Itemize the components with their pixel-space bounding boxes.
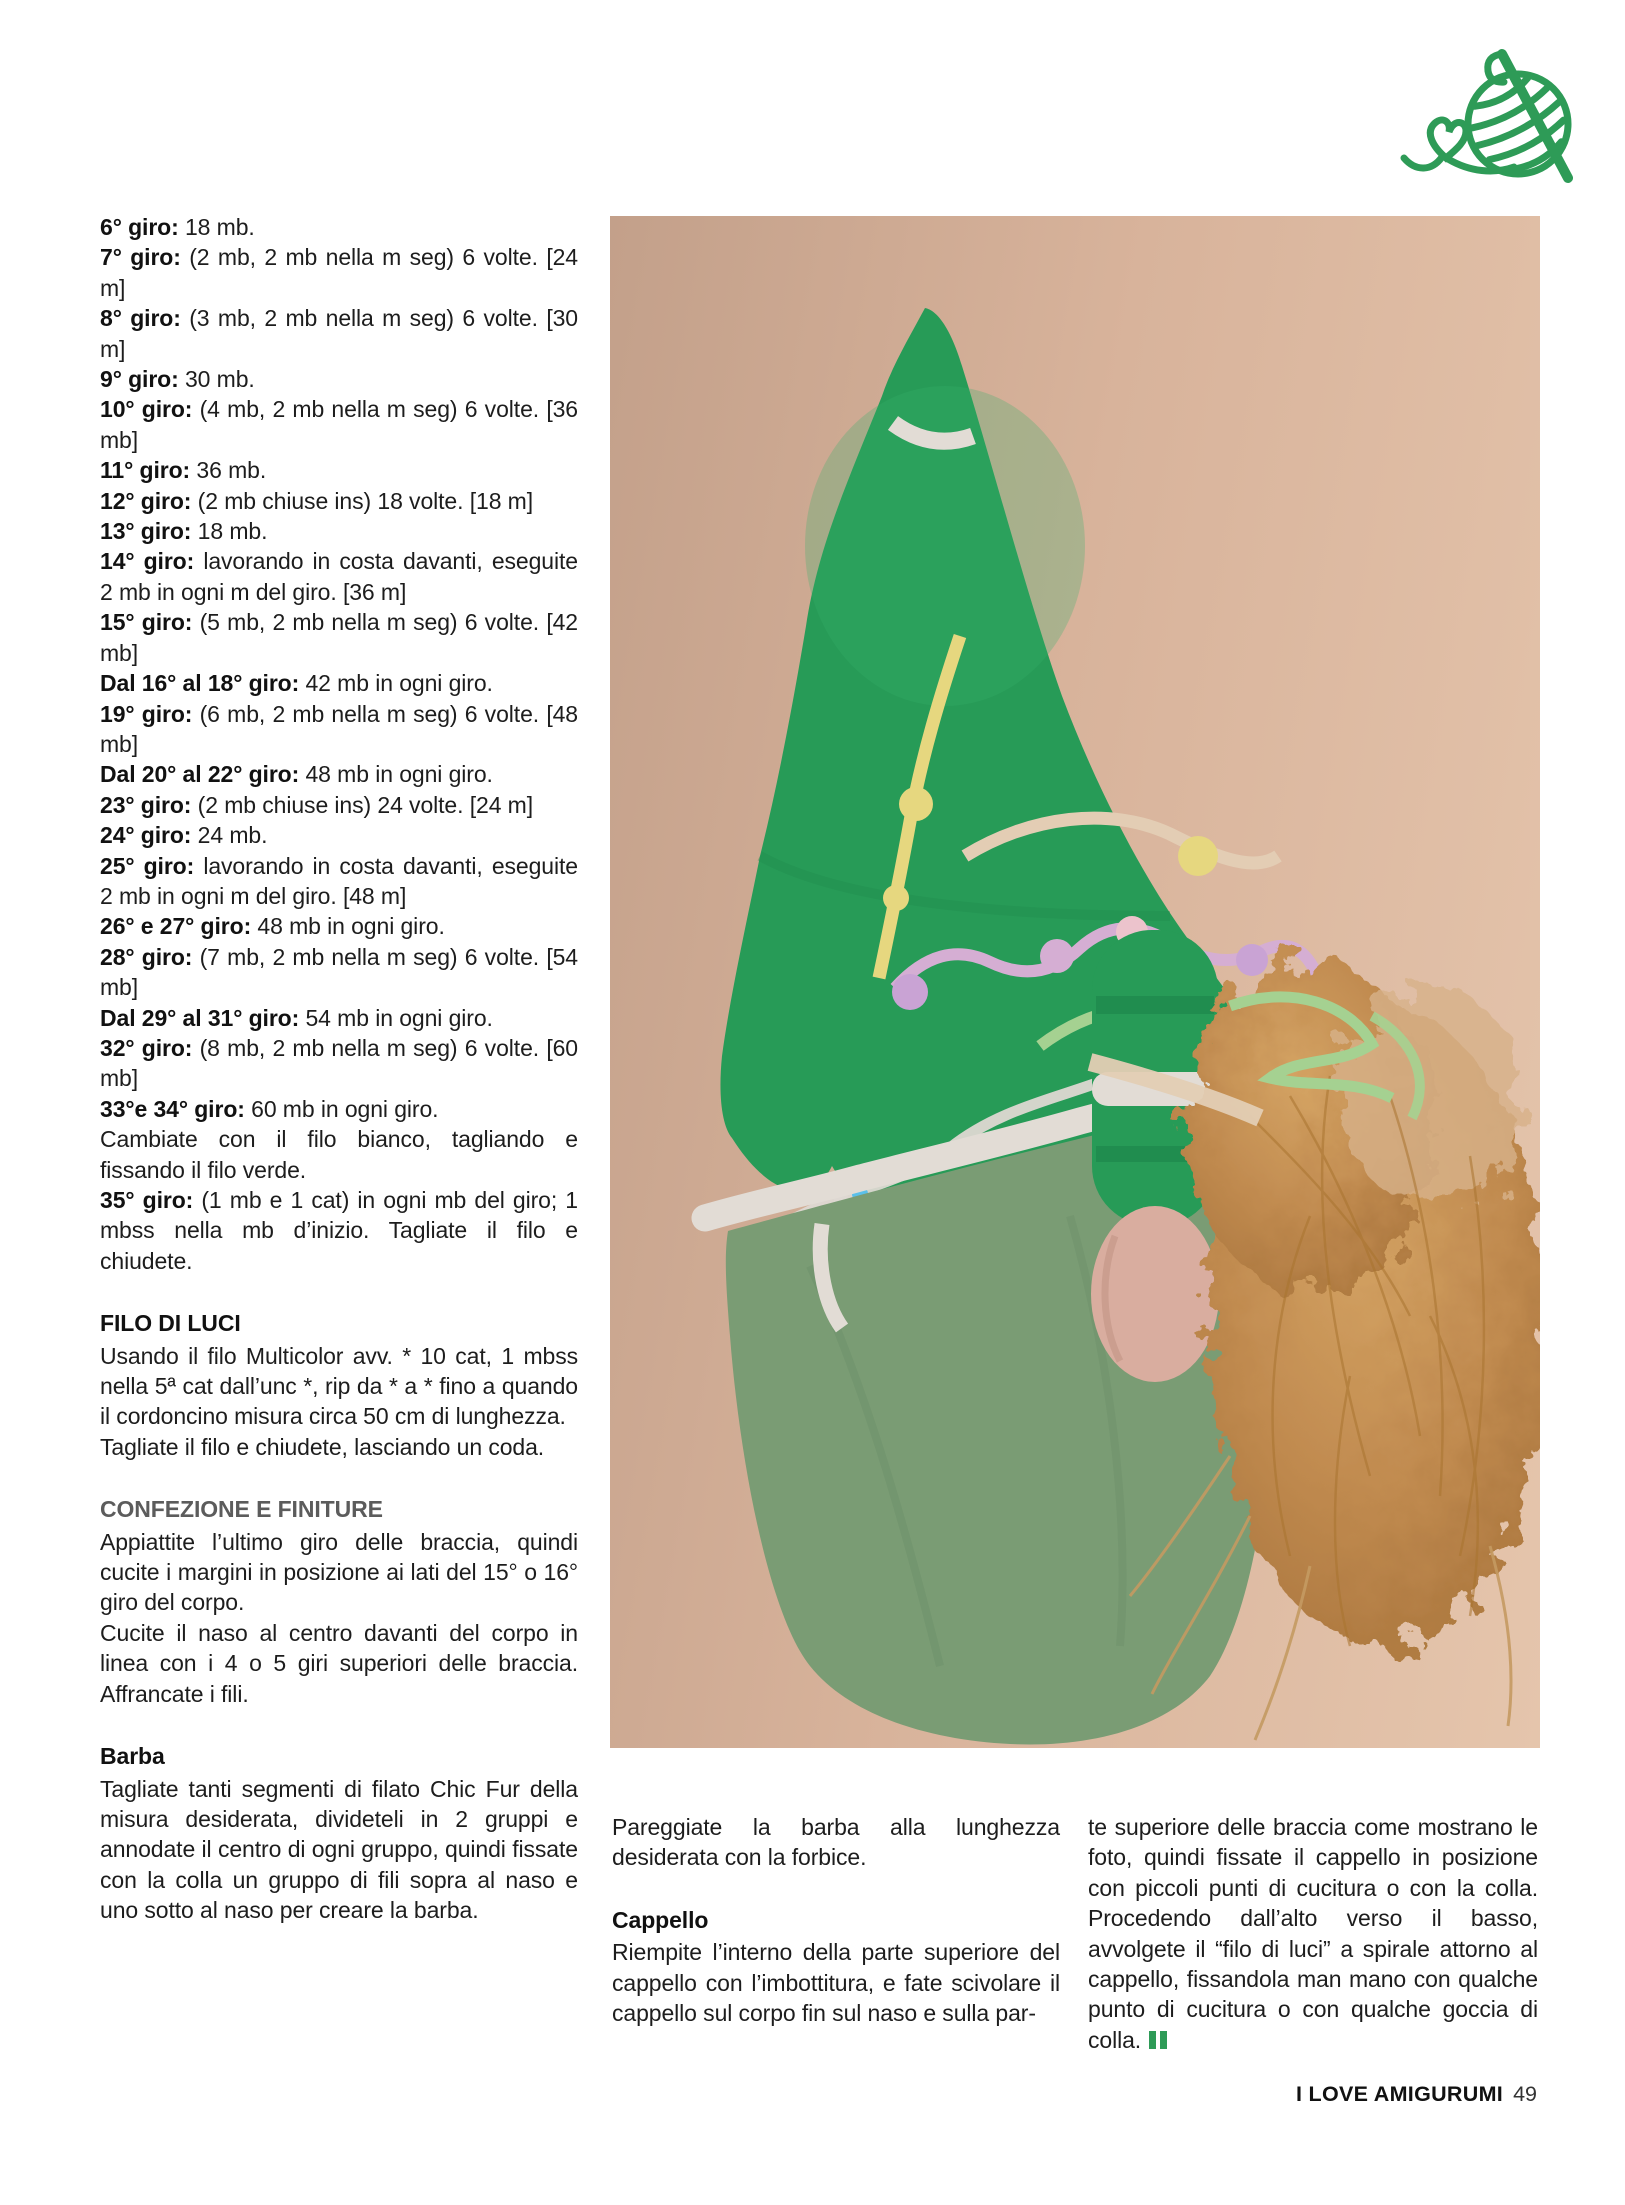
round-text: lavorando in costa davanti, eseguite 2 mb in ogni m del giro. [36 m] bbox=[100, 548, 578, 605]
round-text: (1 mb e 1 cat) in ogni mb del giro; 1 mbss nella mb d’inizio. Tagliate il filo e chiudete. bbox=[100, 1187, 578, 1274]
round-label: Dal 16° al 18° giro: bbox=[100, 670, 300, 697]
paragraph: Pareggiate la barba alla lunghezza desiderata con la forbice. bbox=[612, 1814, 1060, 1871]
round-text: (7 mb, 2 mb nella m seg) 6 volte. [54 mb] bbox=[100, 943, 579, 1001]
round-text: (6 mb, 2 mb nella m seg) 6 volte. [48 mb] bbox=[100, 700, 579, 757]
gnome-hand-shape bbox=[1091, 1206, 1219, 1382]
round-label: 33°e 34° giro: bbox=[100, 1095, 245, 1122]
amigurumi-gnome-photo bbox=[610, 216, 1540, 1748]
pattern-round bbox=[100, 1185, 578, 1276]
round-text: (8 mb, 2 mb nella m seg) 6 volte. [60 mb] bbox=[100, 1034, 579, 1092]
section-heading-cappello: Cappello bbox=[612, 1906, 709, 1933]
pattern-round bbox=[100, 303, 578, 364]
paragraph bbox=[1088, 1812, 1538, 2056]
yarn-tail-left bbox=[1404, 157, 1442, 168]
paragraph: Riempite l’interno della parte superiore del cappello con l’imbottitura, e fate scivolare il cappello sul corpo fin sul naso e sulla par- bbox=[612, 1939, 1060, 2027]
section-heading-confezione: CONFEZIONE E FINITURE bbox=[100, 1496, 383, 1523]
pattern-note bbox=[100, 1124, 578, 1185]
round-text: 24 mb. bbox=[191, 822, 268, 849]
pattern-instructions-column bbox=[100, 212, 578, 1926]
pattern-round bbox=[100, 1033, 578, 1094]
round-label: 25° giro: bbox=[100, 852, 195, 879]
round-label: 10° giro: bbox=[100, 396, 193, 423]
round-label: 24° giro: bbox=[100, 822, 192, 849]
round-label: 13° giro: bbox=[100, 518, 192, 545]
round-text: 48 mb in ogni giro. bbox=[251, 913, 445, 940]
round-text: lavorando in costa davanti, eseguite 2 mb in ogni m del giro. [48 m] bbox=[100, 852, 578, 909]
pattern-round bbox=[100, 607, 578, 668]
round-text: 36 mb. bbox=[190, 457, 267, 484]
round-text: (5 mb, 2 mb nella m seg) 6 volte. [42 mb] bbox=[100, 609, 579, 666]
round-label: 19° giro: bbox=[100, 700, 193, 727]
end-of-article-icon bbox=[1149, 2026, 1167, 2056]
pattern-round bbox=[100, 1094, 578, 1124]
paragraph: Tagliate il filo e chiudete, lasciando un coda. bbox=[100, 1433, 545, 1460]
round-text: 48 mb in ogni giro. bbox=[299, 761, 493, 788]
magazine-name: I LOVE AMIGURUMI bbox=[1296, 2082, 1504, 2106]
pattern-round bbox=[100, 699, 578, 760]
garland-yellow-flower bbox=[1178, 836, 1218, 876]
round-label: 8° giro: bbox=[100, 305, 181, 332]
round-label: 32° giro: bbox=[100, 1034, 193, 1061]
round-text: 60 mb in ogni giro. bbox=[244, 1095, 439, 1122]
round-label: 26° e 27° giro: bbox=[100, 913, 252, 940]
round-text: 42 mb in ogni giro. bbox=[299, 670, 493, 697]
pattern-round bbox=[100, 364, 578, 394]
yarn-ball-crochet-hook-icon bbox=[1398, 40, 1590, 198]
pattern-round bbox=[100, 820, 578, 850]
pattern-round bbox=[100, 942, 578, 1003]
round-text: (4 mb, 2 mb nella m seg) 6 volte. [36 mb] bbox=[100, 396, 579, 453]
paragraph: Usando il filo Multicolor avv. * 10 cat, 1 mbss nella 5ª cat dall’unc *, rip da * a * fino a quando il cordoncino misura circa 50 cm di lunghezza. bbox=[100, 1342, 578, 1430]
section-heading-barba: Barba bbox=[100, 1743, 165, 1770]
magazine-logo bbox=[1398, 40, 1590, 198]
page-footer bbox=[1296, 2082, 1537, 2107]
heart-icon bbox=[1430, 120, 1466, 158]
section-heading-filo-di-luci: FILO DI LUCI bbox=[100, 1310, 241, 1337]
pattern-round bbox=[100, 455, 578, 485]
pattern-round bbox=[100, 790, 578, 820]
pattern-round bbox=[100, 394, 578, 455]
round-text: (3 mb, 2 mb nella m seg) 6 volte. [30 m] bbox=[100, 305, 578, 362]
round-label: 12° giro: bbox=[100, 487, 192, 514]
garland-lavender-flower bbox=[892, 974, 928, 1010]
round-text: 18 mb. bbox=[178, 214, 255, 240]
pattern-round bbox=[100, 516, 578, 546]
arm-stripe bbox=[1096, 996, 1214, 1014]
round-label: 9° giro: bbox=[100, 366, 179, 393]
round-text: 54 mb in ogni giro. bbox=[299, 1004, 493, 1031]
garland-pink-flower bbox=[1040, 939, 1074, 973]
bottom-middle-column bbox=[612, 1812, 1060, 2028]
pattern-round bbox=[100, 212, 578, 242]
page-number: 49 bbox=[1513, 2082, 1537, 2106]
round-label: 6° giro: bbox=[100, 214, 179, 240]
round-label: 23° giro: bbox=[100, 791, 192, 818]
gnome-illustration bbox=[610, 216, 1540, 1748]
round-label: 35° giro: bbox=[100, 1187, 194, 1213]
pattern-round bbox=[100, 668, 578, 698]
garland-yellow-flower bbox=[899, 787, 933, 821]
round-label: 7° giro: bbox=[100, 244, 181, 271]
pattern-round bbox=[100, 242, 578, 303]
round-label: 11° giro: bbox=[100, 457, 191, 484]
round-text: (2 mb, 2 mb nella m seg) 6 volte. [24 m] bbox=[100, 244, 578, 301]
paragraph: Tagliate tanti segmenti di filato Chic Fur della misura desiderata, divideteli in 2 gruppi e annodate il centro di ogni gruppo, quindi fissate con la colla un gruppo di fili sopra al naso e uno sotto al naso per creare la barba. bbox=[100, 1775, 578, 1924]
pattern-round bbox=[100, 1003, 578, 1033]
bottom-right-column bbox=[1088, 1812, 1538, 2056]
round-label: Dal 29° al 31° giro: bbox=[100, 1004, 300, 1031]
paragraph: Cucite il naso al centro davanti del corpo in linea con i 4 o 5 giri superiori delle braccia. Affrancate i fili. bbox=[100, 1619, 578, 1707]
pattern-round bbox=[100, 851, 578, 912]
round-text: 30 mb. bbox=[178, 366, 255, 393]
round-label: 28° giro: bbox=[100, 943, 193, 970]
pattern-round bbox=[100, 911, 578, 941]
round-text: (2 mb chiuse ins) 18 volte. [18 m] bbox=[191, 487, 534, 514]
garland-lavender-flower bbox=[1236, 944, 1268, 976]
round-text: (2 mb chiuse ins) 24 volte. [24 m] bbox=[191, 791, 534, 818]
round-text: 18 mb. bbox=[191, 518, 268, 545]
pattern-round bbox=[100, 759, 578, 789]
pattern-round bbox=[100, 546, 578, 607]
round-label: 15° giro: bbox=[100, 609, 193, 636]
round-label: 14° giro: bbox=[100, 548, 195, 575]
paragraph-text: te superiore delle braccia come mostrano le foto, quindi fissate il cappello in posizione con piccoli punti di cucitura o con la colla. Procedendo dall’alto verso il basso, avvolgete il “filo di luci” a spirale attorno al cappello, fissandola man mano con qualche punto di cucitura o con qualche goccia di colla. bbox=[1088, 1814, 1538, 2053]
paragraph: Appiattite l’ultimo giro delle braccia, quindi cucite i margini in posizione ai lati del 15° o 16° giro del corpo. bbox=[100, 1528, 578, 1616]
garland-yellow-flower bbox=[883, 885, 909, 911]
round-label: Dal 20° al 22° giro: bbox=[100, 761, 300, 788]
round-text: Cambiate con il filo bianco, tagliando e fissando il filo verde. bbox=[100, 1126, 578, 1183]
pattern-round bbox=[100, 486, 578, 516]
